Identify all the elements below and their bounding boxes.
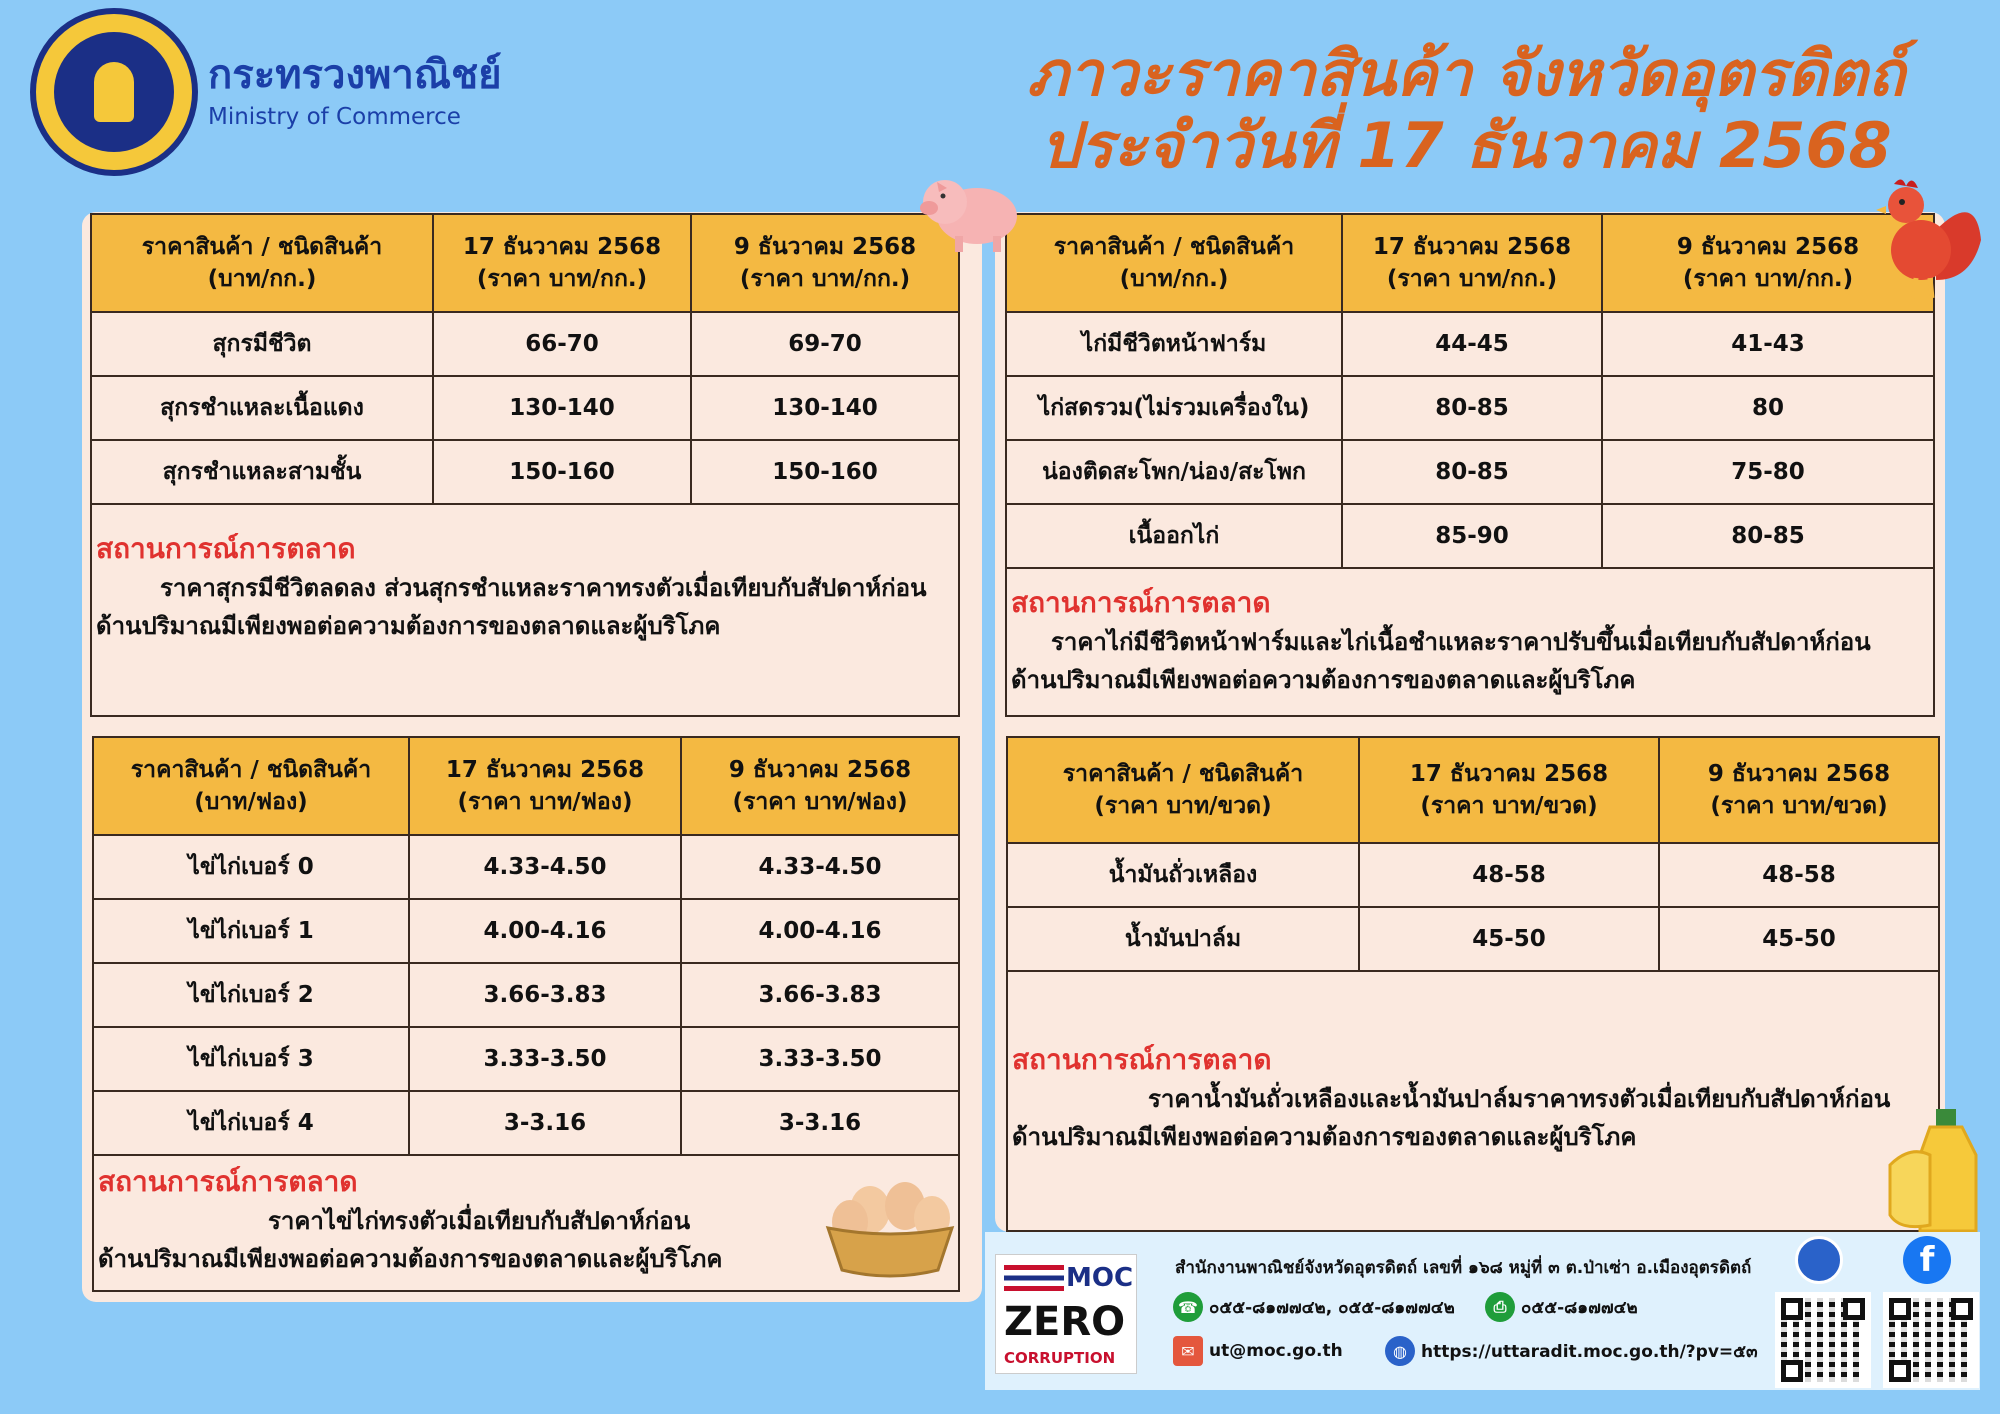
note-heading: สถานการณ์การตลาด [1012, 1043, 1272, 1076]
pork-price-table [90, 213, 960, 717]
note-text: ราคาน้ำมันถั่วเหลืองและน้ำมันปาล์มราคาทรงตัวเมื่อเทียบกับสัปดาห์ก่อน [1148, 1085, 1891, 1113]
note-text: ราคาสุกรมีชีวิตลดลง ส่วนสุกรชำแหละราคาทรงตัวเมื่อเทียบกับสัปดาห์ก่อน [160, 574, 927, 602]
current-price: 4.33-4.50 [410, 836, 682, 898]
phone-number: ๐๕๕-๘๑๗๗๔๒, ๐๕๕-๘๑๗๗๔๒ [1209, 1297, 1455, 1318]
product-name: ไก่มีชีวิตหน้าฟาร์ม [1007, 313, 1343, 375]
email-contact [1173, 1336, 1343, 1366]
note-text: ด้านปริมาณมีเพียงพอต่อความต้องการของตลาดและผู้บริโภค [98, 1245, 723, 1273]
rooster-icon [1876, 170, 1986, 300]
previous-price: 130-140 [772, 395, 878, 421]
corruption-label: CORRUPTION [1004, 1349, 1116, 1367]
product-name: น้ำมันถั่วเหลือง [1008, 844, 1360, 906]
footer-contact-bar [985, 1232, 1980, 1390]
header-product: ราคาสินค้า / ชนิดสินค้า (บาท/ฟอง) [94, 738, 410, 834]
pig-icon [915, 168, 1025, 258]
product-name: ไข่ไก่เบอร์ 0 [94, 836, 410, 898]
market-situation-note [1007, 569, 1933, 699]
previous-price: 45-50 [1762, 926, 1836, 952]
fax-icon: ⎙ [1485, 1292, 1515, 1322]
previous-price: 4.33-4.50 [758, 854, 882, 880]
product-name: น่องติดสะโพก/น่อง/สะโพก [1007, 441, 1343, 503]
table-row [94, 1092, 958, 1156]
note-heading: สถานการณ์การตลาด [1011, 586, 1271, 619]
table-row [94, 1028, 958, 1092]
header-current-date: 17 ธันวาคม 2568 (ราคา บาท/ขวด) [1360, 738, 1660, 842]
table-row [1008, 908, 1938, 972]
market-situation-note [92, 505, 958, 645]
market-situation-note [1008, 972, 1938, 1156]
email-icon: ✉ [1173, 1336, 1203, 1366]
fax-number: ๐๕๕-๘๑๗๗๔๒ [1521, 1297, 1638, 1318]
moc-label: MOC [1066, 1263, 1134, 1293]
cooking-oil-price-table [1006, 736, 1940, 1232]
header-product: ราคาสินค้า / ชนิดสินค้า (บาท/กก.) [1007, 215, 1343, 311]
note-heading: สถานการณ์การตลาด [96, 532, 356, 565]
table-row [1007, 441, 1933, 505]
current-price: 80-85 [1343, 377, 1603, 439]
header-current-date: 17 ธันวาคม 2568 (ราคา บาท/กก.) [1343, 215, 1603, 311]
table-row [1007, 377, 1933, 441]
table-row [1008, 844, 1938, 908]
header-previous-date: 9 ธันวาคม 2568 (ราคา บาท/ฟอง) [728, 757, 912, 815]
table-row [1007, 505, 1933, 569]
product-name: ไข่ไก่เบอร์ 3 [94, 1028, 410, 1090]
table-row [92, 313, 958, 377]
fax-contact [1485, 1292, 1638, 1322]
table-header-row [94, 738, 958, 836]
office-address: สำนักงานพาณิชย์จังหวัดอุตรดิตถ์ เลขที่ ๑๖๘ หมู่ที่ ๓ ต.ป่าเซ่า อ.เมืองอุตรดิตถ์ [1175, 1258, 1752, 1278]
header-previous-date: 9 ธันวาคม 2568 (ราคา บาท/กก.) [733, 234, 917, 292]
table-row [94, 964, 958, 1028]
note-heading: สถานการณ์การตลาด [98, 1165, 358, 1198]
title-line-1: ภาวะราคาสินค้า จังหวัดอุตรดิตถ์ [1027, 37, 1905, 110]
website-qr-code [1775, 1292, 1871, 1388]
previous-price: 41-43 [1731, 331, 1805, 357]
product-name: ไข่ไก่เบอร์ 1 [94, 900, 410, 962]
table-row [1007, 313, 1933, 377]
current-price: 80-85 [1343, 441, 1603, 503]
note-text: ด้านปริมาณมีเพียงพอต่อความต้องการของตลาดและผู้บริโภค [96, 612, 721, 640]
email-address[interactable]: ut@moc.go.th [1209, 1341, 1343, 1361]
oil-bottle-icon [1880, 1105, 1980, 1235]
previous-price: 80 [1751, 395, 1784, 421]
ministry-name-thai: กระทรวงพาณิชย์ [208, 52, 502, 98]
product-name: ไข่ไก่เบอร์ 4 [94, 1092, 410, 1154]
previous-price: 3.33-3.50 [758, 1046, 882, 1072]
current-price: 48-58 [1360, 844, 1660, 906]
table-header-row [92, 215, 958, 313]
title-line-2: ประจำวันที่ 17 ธันวาคม 2568 [1040, 109, 1892, 182]
website-link[interactable]: https://uttaradit.moc.go.th/?pv=๕๓ [1421, 1341, 1758, 1362]
previous-price: 48-58 [1762, 862, 1836, 888]
header-product: ราคาสินค้า / ชนิดสินค้า (ราคา บาท/ขวด) [1008, 738, 1360, 842]
ministry-name-english: Ministry of Commerce [208, 104, 461, 130]
previous-price: 75-80 [1731, 459, 1805, 485]
product-name: สุกรมีชีวิต [92, 313, 434, 375]
previous-price: 69-70 [788, 331, 862, 357]
thai-flag-icon [1004, 1265, 1064, 1291]
header-previous-date: 9 ธันวาคม 2568 (ราคา บาท/ขวด) [1707, 761, 1891, 819]
previous-price: 4.00-4.16 [758, 918, 882, 944]
egg-basket-icon [820, 1170, 960, 1280]
header-current-date: 17 ธันวาคม 2568 (ราคา บาท/ฟอง) [410, 738, 682, 834]
facebook-icon[interactable]: f [1903, 1236, 1951, 1284]
header-current-date: 17 ธันวาคม 2568 (ราคา บาท/กก.) [434, 215, 692, 311]
current-price: 85-90 [1343, 505, 1603, 567]
table-row [94, 836, 958, 900]
table-row [94, 900, 958, 964]
current-price: 150-160 [434, 441, 692, 503]
note-text: ด้านปริมาณมีเพียงพอต่อความต้องการของตลาดและผู้บริโภค [1011, 666, 1636, 694]
note-text: ราคาไก่มีชีวิตหน้าฟาร์มและไก่เนื้อชำแหละราคาปรับขึ้นเมื่อเทียบกับสัปดาห์ก่อน [1051, 628, 1871, 656]
product-name: ไข่ไก่เบอร์ 2 [94, 964, 410, 1026]
chicken-price-table [1005, 213, 1935, 717]
globe-icon: ◍ [1385, 1336, 1415, 1366]
table-header-row [1008, 738, 1938, 844]
ministry-seal-logo [30, 8, 198, 176]
product-name: สุกรชำแหละสามชั้น [92, 441, 434, 503]
phone-icon: ☎ [1173, 1292, 1203, 1322]
website-globe-icon[interactable] [1795, 1236, 1843, 1284]
current-price: 4.00-4.16 [410, 900, 682, 962]
note-text: ด้านปริมาณมีเพียงพอต่อความต้องการของตลาดและผู้บริโภค [1012, 1123, 1637, 1151]
previous-price: 150-160 [772, 459, 878, 485]
current-price: 130-140 [434, 377, 692, 439]
previous-price: 3-3.16 [778, 1110, 862, 1136]
product-name: ไก่สดรวม(ไม่รวมเครื่องใน) [1007, 377, 1343, 439]
previous-price: 80-85 [1731, 523, 1805, 549]
table-header-row [1007, 215, 1933, 313]
header-previous-date: 9 ธันวาคม 2568 (ราคา บาท/กก.) [1676, 234, 1860, 292]
facebook-qr-code [1883, 1292, 1979, 1388]
page-title [1027, 38, 1905, 182]
current-price: 66-70 [434, 313, 692, 375]
table-row [92, 377, 958, 441]
phone-contact [1173, 1292, 1455, 1322]
note-text: ราคาไข่ไก่ทรงตัวเมื่อเทียบกับสัปดาห์ก่อน [268, 1207, 691, 1235]
current-price: 45-50 [1360, 908, 1660, 970]
zero-label: ZERO [1004, 1299, 1126, 1345]
current-price: 3.33-3.50 [410, 1028, 682, 1090]
product-name: น้ำมันปาล์ม [1008, 908, 1360, 970]
current-price: 3.66-3.83 [410, 964, 682, 1026]
moc-zero-corruption-logo [995, 1254, 1137, 1374]
header-product: ราคาสินค้า / ชนิดสินค้า (บาท/กก.) [92, 215, 434, 311]
table-row [92, 441, 958, 505]
website-contact [1385, 1336, 1758, 1366]
product-name: เนื้ออกไก่ [1007, 505, 1343, 567]
product-name: สุกรชำแหละเนื้อแดง [92, 377, 434, 439]
previous-price: 3.66-3.83 [758, 982, 882, 1008]
current-price: 3-3.16 [410, 1092, 682, 1154]
current-price: 44-45 [1343, 313, 1603, 375]
